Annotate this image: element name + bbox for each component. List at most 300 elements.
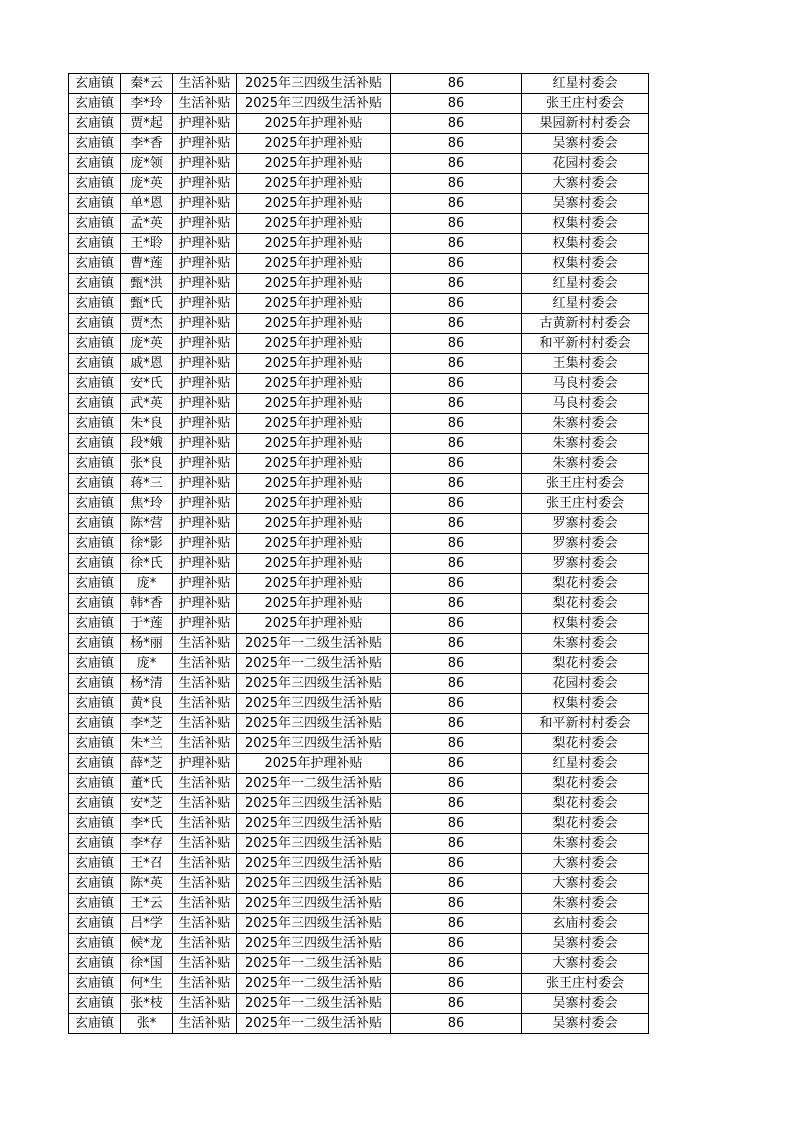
amount-cell: 86 (391, 174, 522, 194)
amount-cell: 86 (391, 254, 522, 274)
amount-cell: 86 (391, 494, 522, 514)
village-committee-cell: 吴寨村委会 (522, 934, 649, 954)
subsidy-type-cell: 护理补贴 (173, 394, 237, 414)
village-committee-cell: 朱寨村委会 (522, 894, 649, 914)
subsidy-item-cell: 2025年护理补贴 (237, 554, 391, 574)
subsidy-type-cell: 护理补贴 (173, 474, 237, 494)
subsidy-type-cell: 护理补贴 (173, 294, 237, 314)
subsidy-item-cell: 2025年一二级生活补贴 (237, 774, 391, 794)
subsidy-item-cell: 2025年护理补贴 (237, 354, 391, 374)
village-committee-cell: 权集村委会 (522, 254, 649, 274)
village-committee-cell: 梨花村委会 (522, 734, 649, 754)
amount-cell: 86 (391, 914, 522, 934)
subsidy-type-cell: 生活补贴 (173, 954, 237, 974)
town-cell: 玄庙镇 (69, 394, 121, 414)
subsidy-item-cell: 2025年护理补贴 (237, 334, 391, 354)
subsidy-type-cell: 生活补贴 (173, 794, 237, 814)
subsidy-type-cell: 护理补贴 (173, 754, 237, 774)
town-cell: 玄庙镇 (69, 354, 121, 374)
subsidy-item-cell: 2025年护理补贴 (237, 574, 391, 594)
subsidy-type-cell: 护理补贴 (173, 274, 237, 294)
name-cell: 安*氏 (121, 374, 173, 394)
table-row (69, 914, 649, 934)
village-committee-cell: 朱寨村委会 (522, 834, 649, 854)
subsidy-item-cell: 2025年护理补贴 (237, 414, 391, 434)
table-row (69, 714, 649, 734)
name-cell: 王*云 (121, 894, 173, 914)
subsidy-type-cell: 护理补贴 (173, 234, 237, 254)
subsidy-type-cell: 护理补贴 (173, 494, 237, 514)
amount-cell: 86 (391, 614, 522, 634)
amount-cell: 86 (391, 274, 522, 294)
table-row (69, 454, 649, 474)
town-cell: 玄庙镇 (69, 374, 121, 394)
name-cell: 陈*英 (121, 874, 173, 894)
village-committee-cell: 果园新村村委会 (522, 114, 649, 134)
table-row (69, 854, 649, 874)
amount-cell: 86 (391, 314, 522, 334)
village-committee-cell: 吴寨村委会 (522, 1014, 649, 1034)
town-cell: 玄庙镇 (69, 874, 121, 894)
subsidy-type-cell: 生活补贴 (173, 674, 237, 694)
amount-cell: 86 (391, 134, 522, 154)
town-cell: 玄庙镇 (69, 754, 121, 774)
village-committee-cell: 罗寨村委会 (522, 514, 649, 534)
village-committee-cell: 朱寨村委会 (522, 434, 649, 454)
subsidy-type-cell: 护理补贴 (173, 254, 237, 274)
village-committee-cell: 大寨村委会 (522, 954, 649, 974)
village-committee-cell: 朱寨村委会 (522, 414, 649, 434)
name-cell: 韩*香 (121, 594, 173, 614)
amount-cell: 86 (391, 854, 522, 874)
village-committee-cell: 罗寨村委会 (522, 534, 649, 554)
subsidy-item-cell: 2025年三四级生活补贴 (237, 894, 391, 914)
amount-cell: 86 (391, 894, 522, 914)
subsidy-item-cell: 2025年三四级生活补贴 (237, 854, 391, 874)
town-cell: 玄庙镇 (69, 94, 121, 114)
village-committee-cell: 古黄新村村委会 (522, 314, 649, 334)
village-committee-cell: 红星村委会 (522, 294, 649, 314)
amount-cell: 86 (391, 454, 522, 474)
town-cell: 玄庙镇 (69, 694, 121, 714)
subsidy-item-cell: 2025年三四级生活补贴 (237, 74, 391, 94)
subsidy-item-cell: 2025年一二级生活补贴 (237, 974, 391, 994)
table-row (69, 394, 649, 414)
amount-cell: 86 (391, 994, 522, 1014)
town-cell: 玄庙镇 (69, 234, 121, 254)
town-cell: 玄庙镇 (69, 134, 121, 154)
town-cell: 玄庙镇 (69, 674, 121, 694)
amount-cell: 86 (391, 954, 522, 974)
amount-cell: 86 (391, 194, 522, 214)
subsidy-type-cell: 护理补贴 (173, 594, 237, 614)
subsidy-item-cell: 2025年三四级生活补贴 (237, 834, 391, 854)
amount-cell: 86 (391, 534, 522, 554)
subsidy-type-cell: 生活补贴 (173, 834, 237, 854)
name-cell: 甄*氏 (121, 294, 173, 314)
table-row (69, 514, 649, 534)
subsidy-type-cell: 护理补贴 (173, 354, 237, 374)
name-cell: 董*氏 (121, 774, 173, 794)
town-cell: 玄庙镇 (69, 934, 121, 954)
name-cell: 庞* (121, 574, 173, 594)
subsidy-type-cell: 护理补贴 (173, 154, 237, 174)
table-row (69, 894, 649, 914)
village-committee-cell: 大寨村委会 (522, 174, 649, 194)
village-committee-cell: 张王庄村委会 (522, 494, 649, 514)
name-cell: 戚*恩 (121, 354, 173, 374)
name-cell: 蒋*三 (121, 474, 173, 494)
subsidy-table-body (69, 74, 649, 1034)
subsidy-type-cell: 生活补贴 (173, 774, 237, 794)
village-committee-cell: 罗寨村委会 (522, 554, 649, 574)
name-cell: 朱*良 (121, 414, 173, 434)
subsidy-type-cell: 生活补贴 (173, 854, 237, 874)
subsidy-item-cell: 2025年护理补贴 (237, 454, 391, 474)
subsidy-type-cell: 生活补贴 (173, 874, 237, 894)
subsidy-item-cell: 2025年护理补贴 (237, 614, 391, 634)
name-cell: 杨*清 (121, 674, 173, 694)
subsidy-type-cell: 护理补贴 (173, 374, 237, 394)
subsidy-item-cell: 2025年一二级生活补贴 (237, 1014, 391, 1034)
town-cell: 玄庙镇 (69, 414, 121, 434)
town-cell: 玄庙镇 (69, 434, 121, 454)
table-row (69, 254, 649, 274)
town-cell: 玄庙镇 (69, 954, 121, 974)
table-row (69, 294, 649, 314)
subsidy-item-cell: 2025年护理补贴 (237, 314, 391, 334)
village-committee-cell: 花园村委会 (522, 154, 649, 174)
village-committee-cell: 红星村委会 (522, 754, 649, 774)
name-cell: 武*英 (121, 394, 173, 414)
amount-cell: 86 (391, 634, 522, 654)
amount-cell: 86 (391, 354, 522, 374)
subsidy-item-cell: 2025年三四级生活补贴 (237, 714, 391, 734)
town-cell: 玄庙镇 (69, 734, 121, 754)
subsidy-type-cell: 生活补贴 (173, 934, 237, 954)
subsidy-item-cell: 2025年护理补贴 (237, 254, 391, 274)
name-cell: 甄*洪 (121, 274, 173, 294)
table-row (69, 434, 649, 454)
name-cell: 秦*云 (121, 74, 173, 94)
village-committee-cell: 梨花村委会 (522, 794, 649, 814)
table-row (69, 274, 649, 294)
amount-cell: 86 (391, 754, 522, 774)
table-row (69, 94, 649, 114)
amount-cell: 86 (391, 74, 522, 94)
subsidy-item-cell: 2025年三四级生活补贴 (237, 794, 391, 814)
village-committee-cell: 张王庄村委会 (522, 474, 649, 494)
subsidy-item-cell: 2025年护理补贴 (237, 134, 391, 154)
amount-cell: 86 (391, 714, 522, 734)
amount-cell: 86 (391, 114, 522, 134)
table-row (69, 314, 649, 334)
table-row (69, 794, 649, 814)
village-committee-cell: 王集村委会 (522, 354, 649, 374)
village-committee-cell: 花园村委会 (522, 674, 649, 694)
subsidy-type-cell: 护理补贴 (173, 334, 237, 354)
name-cell: 李*香 (121, 134, 173, 154)
town-cell: 玄庙镇 (69, 294, 121, 314)
table-row (69, 694, 649, 714)
subsidy-item-cell: 2025年一二级生活补贴 (237, 954, 391, 974)
amount-cell: 86 (391, 834, 522, 854)
table-row (69, 534, 649, 554)
village-committee-cell: 吴寨村委会 (522, 134, 649, 154)
subsidy-type-cell: 生活补贴 (173, 1014, 237, 1034)
town-cell: 玄庙镇 (69, 834, 121, 854)
subsidy-type-cell: 护理补贴 (173, 534, 237, 554)
subsidy-item-cell: 2025年三四级生活补贴 (237, 874, 391, 894)
name-cell: 徐*氏 (121, 554, 173, 574)
name-cell: 单*恩 (121, 194, 173, 214)
village-committee-cell: 梨花村委会 (522, 774, 649, 794)
village-committee-cell: 梨花村委会 (522, 594, 649, 614)
table-row (69, 154, 649, 174)
name-cell: 庞*英 (121, 174, 173, 194)
amount-cell: 86 (391, 674, 522, 694)
amount-cell: 86 (391, 874, 522, 894)
amount-cell: 86 (391, 514, 522, 534)
town-cell: 玄庙镇 (69, 634, 121, 654)
village-committee-cell: 张王庄村委会 (522, 974, 649, 994)
town-cell: 玄庙镇 (69, 274, 121, 294)
name-cell: 李*芝 (121, 714, 173, 734)
name-cell: 王*聆 (121, 234, 173, 254)
table-row (69, 954, 649, 974)
table-row (69, 174, 649, 194)
town-cell: 玄庙镇 (69, 1014, 121, 1034)
amount-cell: 86 (391, 694, 522, 714)
subsidy-item-cell: 2025年一二级生活补贴 (237, 994, 391, 1014)
subsidy-item-cell: 2025年三四级生活补贴 (237, 814, 391, 834)
town-cell: 玄庙镇 (69, 854, 121, 874)
town-cell: 玄庙镇 (69, 974, 121, 994)
subsidy-type-cell: 生活补贴 (173, 634, 237, 654)
village-committee-cell: 权集村委会 (522, 234, 649, 254)
amount-cell: 86 (391, 94, 522, 114)
subsidy-item-cell: 2025年护理补贴 (237, 274, 391, 294)
subsidy-item-cell: 2025年三四级生活补贴 (237, 914, 391, 934)
town-cell: 玄庙镇 (69, 534, 121, 554)
subsidy-type-cell: 护理补贴 (173, 454, 237, 474)
name-cell: 陈*营 (121, 514, 173, 534)
name-cell: 何*生 (121, 974, 173, 994)
amount-cell: 86 (391, 774, 522, 794)
table-row (69, 614, 649, 634)
name-cell: 张*枝 (121, 994, 173, 1014)
town-cell: 玄庙镇 (69, 814, 121, 834)
subsidy-item-cell: 2025年护理补贴 (237, 214, 391, 234)
name-cell: 张*良 (121, 454, 173, 474)
village-committee-cell: 和平新村村委会 (522, 334, 649, 354)
town-cell: 玄庙镇 (69, 614, 121, 634)
table-row (69, 834, 649, 854)
village-committee-cell: 梨花村委会 (522, 574, 649, 594)
table-row (69, 354, 649, 374)
town-cell: 玄庙镇 (69, 774, 121, 794)
subsidy-item-cell: 2025年三四级生活补贴 (237, 674, 391, 694)
subsidy-type-cell: 生活补贴 (173, 814, 237, 834)
town-cell: 玄庙镇 (69, 594, 121, 614)
subsidy-item-cell: 2025年三四级生活补贴 (237, 934, 391, 954)
subsidy-item-cell: 2025年护理补贴 (237, 394, 391, 414)
subsidy-item-cell: 2025年护理补贴 (237, 194, 391, 214)
town-cell: 玄庙镇 (69, 914, 121, 934)
village-committee-cell: 马良村委会 (522, 394, 649, 414)
subsidy-type-cell: 护理补贴 (173, 554, 237, 574)
name-cell: 贾*杰 (121, 314, 173, 334)
subsidy-item-cell: 2025年三四级生活补贴 (237, 694, 391, 714)
village-committee-cell: 吴寨村委会 (522, 994, 649, 1014)
amount-cell: 86 (391, 474, 522, 494)
amount-cell: 86 (391, 434, 522, 454)
name-cell: 曹*莲 (121, 254, 173, 274)
amount-cell: 86 (391, 554, 522, 574)
subsidy-type-cell: 护理补贴 (173, 614, 237, 634)
town-cell: 玄庙镇 (69, 554, 121, 574)
amount-cell: 86 (391, 654, 522, 674)
village-committee-cell: 红星村委会 (522, 274, 649, 294)
subsidy-type-cell: 护理补贴 (173, 174, 237, 194)
town-cell: 玄庙镇 (69, 794, 121, 814)
village-committee-cell: 权集村委会 (522, 694, 649, 714)
village-committee-cell: 朱寨村委会 (522, 634, 649, 654)
subsidy-type-cell: 生活补贴 (173, 654, 237, 674)
table-row (69, 494, 649, 514)
name-cell: 李*存 (121, 834, 173, 854)
name-cell: 李*玲 (121, 94, 173, 114)
subsidy-type-cell: 生活补贴 (173, 974, 237, 994)
amount-cell: 86 (391, 734, 522, 754)
subsidy-type-cell: 护理补贴 (173, 134, 237, 154)
table-row (69, 814, 649, 834)
village-committee-cell: 红星村委会 (522, 74, 649, 94)
subsidy-item-cell: 2025年护理补贴 (237, 294, 391, 314)
name-cell: 安*芝 (121, 794, 173, 814)
amount-cell: 86 (391, 814, 522, 834)
subsidy-item-cell: 2025年护理补贴 (237, 494, 391, 514)
subsidy-table (68, 73, 649, 1034)
table-row (69, 734, 649, 754)
town-cell: 玄庙镇 (69, 194, 121, 214)
name-cell: 杨*丽 (121, 634, 173, 654)
subsidy-item-cell: 2025年护理补贴 (237, 174, 391, 194)
name-cell: 薛*芝 (121, 754, 173, 774)
amount-cell: 86 (391, 974, 522, 994)
subsidy-type-cell: 生活补贴 (173, 694, 237, 714)
subsidy-type-cell: 生活补贴 (173, 94, 237, 114)
table-row (69, 674, 649, 694)
village-committee-cell: 权集村委会 (522, 614, 649, 634)
village-committee-cell: 权集村委会 (522, 214, 649, 234)
subsidy-item-cell: 2025年护理补贴 (237, 754, 391, 774)
table-row (69, 234, 649, 254)
amount-cell: 86 (391, 334, 522, 354)
table-row (69, 754, 649, 774)
name-cell: 徐*国 (121, 954, 173, 974)
amount-cell: 86 (391, 1014, 522, 1034)
table-row (69, 194, 649, 214)
table-row (69, 654, 649, 674)
subsidy-type-cell: 护理补贴 (173, 114, 237, 134)
amount-cell: 86 (391, 234, 522, 254)
table-row (69, 554, 649, 574)
subsidy-type-cell: 护理补贴 (173, 214, 237, 234)
subsidy-item-cell: 2025年一二级生活补贴 (237, 634, 391, 654)
town-cell: 玄庙镇 (69, 114, 121, 134)
town-cell: 玄庙镇 (69, 454, 121, 474)
subsidy-type-cell: 护理补贴 (173, 514, 237, 534)
village-committee-cell: 和平新村村委会 (522, 714, 649, 734)
amount-cell: 86 (391, 154, 522, 174)
name-cell: 王*召 (121, 854, 173, 874)
subsidy-type-cell: 生活补贴 (173, 714, 237, 734)
name-cell: 候*龙 (121, 934, 173, 954)
subsidy-item-cell: 2025年护理补贴 (237, 374, 391, 394)
subsidy-item-cell: 2025年护理补贴 (237, 114, 391, 134)
amount-cell: 86 (391, 934, 522, 954)
amount-cell: 86 (391, 794, 522, 814)
amount-cell: 86 (391, 294, 522, 314)
name-cell: 段*娥 (121, 434, 173, 454)
village-committee-cell: 朱寨村委会 (522, 454, 649, 474)
town-cell: 玄庙镇 (69, 314, 121, 334)
name-cell: 庞*英 (121, 334, 173, 354)
table-row (69, 214, 649, 234)
amount-cell: 86 (391, 394, 522, 414)
subsidy-type-cell: 护理补贴 (173, 314, 237, 334)
subsidy-item-cell: 2025年护理补贴 (237, 594, 391, 614)
town-cell: 玄庙镇 (69, 174, 121, 194)
table-row (69, 594, 649, 614)
subsidy-table-sheet (68, 73, 649, 1034)
subsidy-item-cell: 2025年一二级生活补贴 (237, 654, 391, 674)
table-row (69, 934, 649, 954)
subsidy-type-cell: 生活补贴 (173, 914, 237, 934)
table-row (69, 474, 649, 494)
subsidy-item-cell: 2025年护理补贴 (237, 534, 391, 554)
table-row (69, 574, 649, 594)
village-committee-cell: 玄庙村委会 (522, 914, 649, 934)
table-row (69, 74, 649, 94)
amount-cell: 86 (391, 594, 522, 614)
subsidy-item-cell: 2025年护理补贴 (237, 234, 391, 254)
subsidy-item-cell: 2025年护理补贴 (237, 514, 391, 534)
subsidy-type-cell: 护理补贴 (173, 414, 237, 434)
subsidy-type-cell: 生活补贴 (173, 734, 237, 754)
subsidy-item-cell: 2025年护理补贴 (237, 154, 391, 174)
name-cell: 庞* (121, 654, 173, 674)
town-cell: 玄庙镇 (69, 894, 121, 914)
subsidy-type-cell: 生活补贴 (173, 894, 237, 914)
table-row (69, 374, 649, 394)
village-committee-cell: 梨花村委会 (522, 654, 649, 674)
town-cell: 玄庙镇 (69, 214, 121, 234)
table-row (69, 134, 649, 154)
village-committee-cell: 大寨村委会 (522, 874, 649, 894)
table-row (69, 874, 649, 894)
village-committee-cell: 张王庄村委会 (522, 94, 649, 114)
table-row (69, 634, 649, 654)
town-cell: 玄庙镇 (69, 654, 121, 674)
table-row (69, 414, 649, 434)
village-committee-cell: 梨花村委会 (522, 814, 649, 834)
subsidy-item-cell: 2025年三四级生活补贴 (237, 94, 391, 114)
town-cell: 玄庙镇 (69, 514, 121, 534)
subsidy-type-cell: 生活补贴 (173, 994, 237, 1014)
subsidy-type-cell: 护理补贴 (173, 194, 237, 214)
